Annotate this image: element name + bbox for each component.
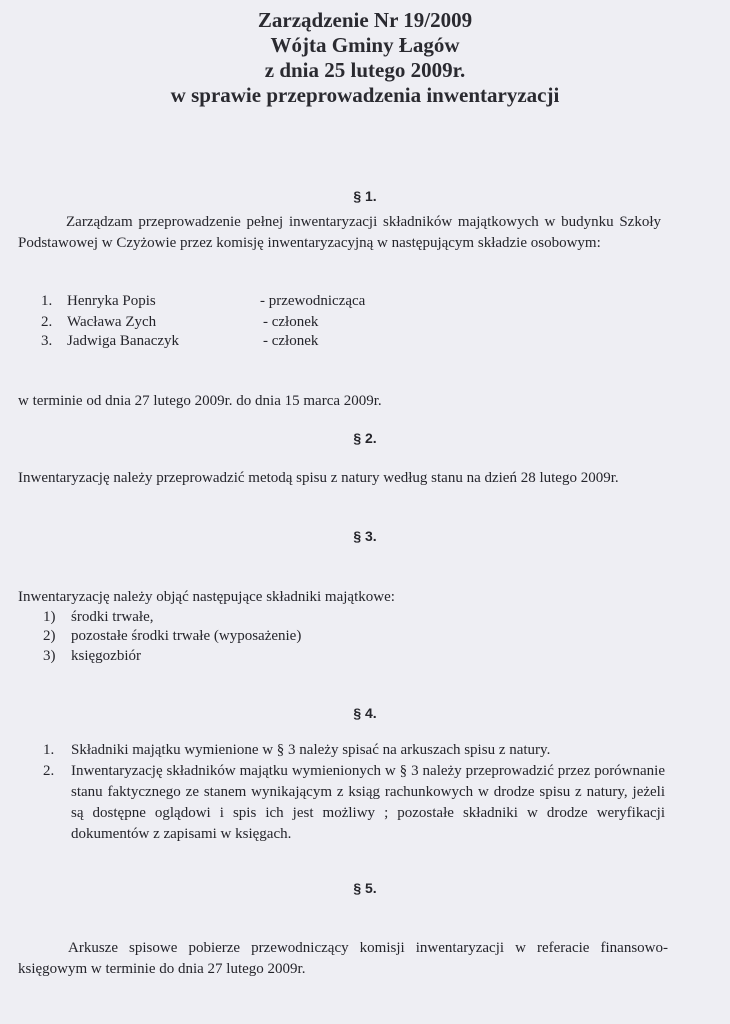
list-item-text: Składniki majątku wymienione w § 3 należy spisać na arkuszach spisu z natury. (71, 742, 551, 758)
title-line-3: z dnia 25 lutego 2009r. (264, 58, 466, 82)
member-number: 2. (41, 314, 53, 330)
list-item-text: środki trwałe, (71, 609, 154, 625)
list-item-number: 1. (43, 742, 55, 758)
section-2-heading: § 2. (353, 430, 377, 446)
member-row (41, 332, 52, 351)
document-title (0, 8, 730, 108)
list-item (43, 740, 665, 761)
section-1-paragraph: Zarządzam przeprowadzenie pełnej inwentaryzacji składników majątkowych w budynku Szkoły Podstawowej w Czyżowie przez komisję inwentaryzacyjną w następującym składzie osobowym: (18, 214, 661, 251)
list-item (43, 647, 141, 666)
list-item-text: księgozbiór (71, 648, 141, 664)
section-1-heading: § 1. (353, 188, 377, 204)
member-role: - członek (263, 314, 319, 330)
section-2-paragraph: Inwentaryzację należy przeprowadzić metodą spisu z natury według stanu na dzień 28 lutego 2009r. (18, 470, 619, 486)
section-5-paragraph: Arkusze spisowe pobierze przewodniczący komisji inwentaryzacji w referacie finansowo-księgowym w terminie do dnia 27 lutego 2009r. (18, 940, 668, 977)
section-3-intro: Inwentaryzację należy objąć następujące składniki majątkowe: (18, 589, 395, 605)
list-item-number: 1) (43, 609, 56, 625)
title-line-2: Wójta Gminy Łagów (270, 33, 460, 57)
list-item (43, 608, 153, 627)
list-item-number: 2. (43, 763, 55, 779)
member-role: - przewodnicząca (260, 293, 366, 309)
section-4-heading: § 4. (353, 705, 377, 721)
title-line-4: w sprawie przeprowadzenia inwentaryzacji (170, 83, 560, 107)
section-3-heading: § 3. (353, 528, 377, 544)
section-5-heading: § 5. (353, 880, 377, 896)
member-name: Wacława Zych (67, 314, 157, 330)
member-number: 3. (41, 333, 53, 349)
list-item (43, 627, 301, 646)
title-line-1: Zarządzenie Nr 19/2009 (257, 8, 473, 32)
member-role: - członek (263, 333, 319, 349)
list-item (43, 761, 665, 845)
list-item-number: 2) (43, 628, 56, 644)
section-1-term: w terminie od dnia 27 lutego 2009r. do dnia 15 marca 2009r. (18, 393, 382, 409)
member-name: Jadwiga Banaczyk (67, 333, 180, 349)
list-item-number: 3) (43, 648, 56, 664)
member-name: Henryka Popis (67, 293, 156, 309)
list-item-text: pozostałe środki trwałe (wyposażenie) (71, 628, 302, 644)
member-number: 1. (41, 293, 53, 309)
list-item-text: Inwentaryzację składników majątku wymienionych w § 3 należy przeprowadzić przez porównanie stanu faktycznego ze stanem wynikającym z ksiąg rachunkowych w drodze spisu z natury, jeżeli są dostępne oglądowi i spis ich jest możliwy ; pozostałe składniki w drodze weryfikacji dokumentów z zapisami w księgach. (71, 763, 665, 842)
member-row (41, 292, 52, 311)
member-row (41, 313, 52, 332)
